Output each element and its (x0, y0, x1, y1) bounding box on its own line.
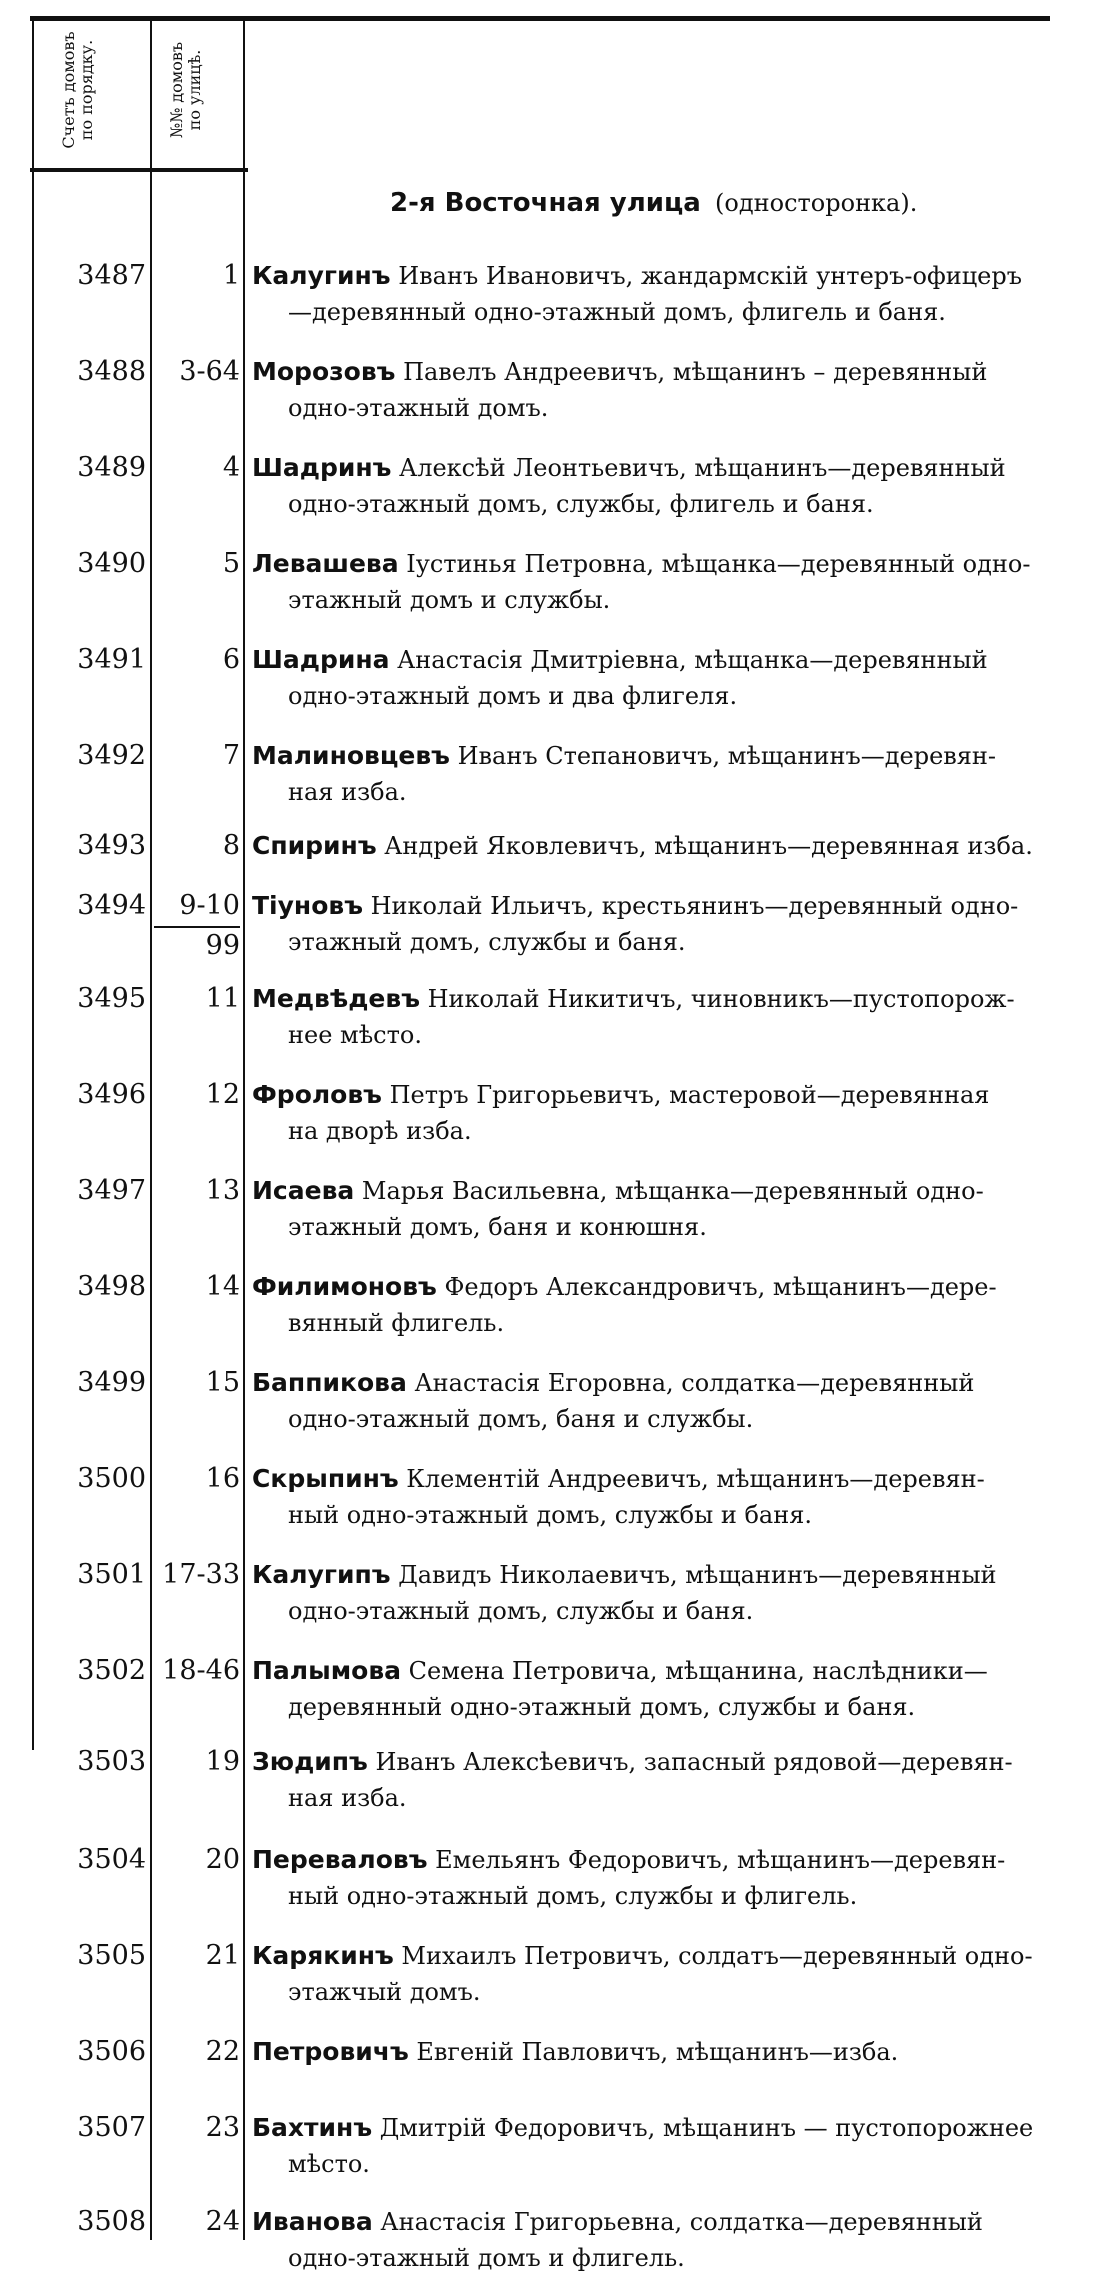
owner-surname: Фроловъ (252, 1080, 382, 1109)
list-item (0, 738, 1100, 818)
house-count: 3505 (77, 1940, 146, 1971)
list-item (0, 2204, 1100, 2284)
owner-surname: Карякинъ (252, 1941, 394, 1970)
owner-details-continued: на дворѣ изба. (288, 1117, 472, 1145)
house-number: 17-33 (162, 1559, 240, 1590)
owner-surname: Бахтинъ (252, 2113, 373, 2142)
header-rule (30, 168, 248, 172)
owner-details-continued: нее мѣсто. (288, 1021, 422, 1049)
owner-description (252, 1744, 1058, 1816)
house-number: 18-46 (162, 1655, 240, 1686)
house-number: 21 (205, 1940, 240, 1971)
owner-details: Андрей Яковлевичъ, мѣщанинъ—деревянная изба. (376, 832, 1033, 860)
owner-details: Николай Ильичъ, крестьянинъ—деревянный одно- (362, 892, 1019, 920)
owner-description (252, 1557, 1058, 1629)
owner-details-continued: вянный флигель. (288, 1309, 505, 1337)
house-number: 23 (205, 2112, 240, 2143)
owner-description (252, 981, 1058, 1053)
owner-details: Иванъ Ивановичъ, жандармскій унтеръ-офицеръ (390, 262, 1023, 290)
owner-details: Иванъ Алексѣевичъ, запасный рядовой—деревян- (367, 1748, 1013, 1776)
list-item (0, 2110, 1100, 2190)
owner-surname: Баппикова (252, 1368, 407, 1397)
owner-surname: Скрыпинъ (252, 1464, 399, 1493)
owner-surname: Филимоновъ (252, 1272, 437, 1301)
owner-description (252, 1173, 1058, 1245)
house-count: 3506 (77, 2036, 146, 2067)
owner-description (252, 1077, 1058, 1149)
house-number: 5 (222, 548, 240, 579)
owner-surname: Шадринъ (252, 453, 392, 482)
house-number: 8 (222, 830, 240, 861)
house-count: 3504 (77, 1844, 146, 1875)
house-number: 24 (205, 2206, 240, 2237)
list-item (0, 1653, 1100, 1733)
owner-surname: Тіуновъ (252, 891, 363, 920)
owner-description (252, 888, 1058, 960)
owner-surname: Переваловъ (252, 1845, 428, 1874)
column-header-line: Счетъ домовъ (59, 31, 78, 149)
owner-description (252, 1365, 1058, 1437)
owner-surname: Зюдипъ (252, 1747, 368, 1776)
owner-details-continued: этажный домъ, баня и конюшня. (288, 1213, 707, 1241)
house-count: 3493 (77, 830, 146, 861)
owner-details-continued: ная изба. (288, 778, 407, 806)
owner-details: Емельянъ Федоровичъ, мѣщанинъ—деревян- (427, 1846, 1006, 1874)
owner-details: Павелъ Андреевичъ, мѣщанинъ – деревянный (395, 358, 988, 386)
owner-details: Дмитрій Федоровичъ, мѣщанинъ — пустопорожнее (372, 2114, 1034, 2142)
owner-description (252, 546, 1058, 618)
owner-details: Петръ Григорьевичъ, мастеровой—деревянная (381, 1081, 990, 1109)
house-number: 19 (205, 1746, 240, 1777)
owner-details-continued: мѣсто. (288, 2150, 370, 2178)
house-number-numerator: 9-10 (154, 888, 240, 928)
owner-surname: Калугинъ (252, 261, 391, 290)
house-count: 3488 (77, 356, 146, 387)
list-item (0, 1842, 1100, 1922)
owner-surname: Медвѣдевъ (252, 984, 420, 1013)
street-name: 2-я Восточная улица (390, 188, 701, 218)
owner-description (252, 2110, 1058, 2182)
house-count: 3496 (77, 1079, 146, 1110)
list-item (0, 1269, 1100, 1349)
list-item (0, 1557, 1100, 1637)
house-number: 6 (222, 644, 240, 675)
owner-description (252, 1461, 1058, 1533)
house-number: 13 (205, 1175, 240, 1206)
owner-details-continued: одно-этажный домъ и два флигеля. (288, 682, 738, 710)
house-number: 7 (222, 740, 240, 771)
house-number-denominator: 99 (205, 930, 240, 961)
owner-description (252, 1938, 1058, 2010)
house-number: 12 (205, 1079, 240, 1110)
house-number: 15 (205, 1367, 240, 1398)
owner-details: Семена Петровича, мѣщанина, наслѣдники— (401, 1657, 988, 1685)
owner-details: Клементій Андреевичъ, мѣщанинъ—деревян- (398, 1465, 985, 1493)
list-item (0, 450, 1100, 530)
owner-details-continued: одно-этажный домъ, баня и службы. (288, 1405, 754, 1433)
owner-description (252, 828, 1058, 864)
owner-details: Анастасія Дмитріевна, мѣщанка—деревянный (389, 646, 988, 674)
column-header-line: по улицѣ. (185, 49, 204, 131)
house-number: 14 (205, 1271, 240, 1302)
owner-description (252, 1269, 1058, 1341)
list-item (0, 1938, 1100, 2018)
owner-details-continued: этажный домъ и службы. (288, 586, 611, 614)
list-item (0, 1744, 1100, 1824)
owner-details: Михаилъ Петровичъ, солдатъ—деревянный одно- (393, 1942, 1033, 1970)
column-header-street-number (168, 20, 208, 160)
house-count: 3490 (77, 548, 146, 579)
column-header-house-count (60, 20, 100, 160)
owner-details-continued: деревянный одно-этажный домъ, службы и баня. (288, 1693, 916, 1721)
owner-surname: Шадрина (252, 645, 390, 674)
owner-details-continued: одно-этажный домъ и флигель. (288, 2244, 685, 2272)
owner-details: Федоръ Александровичъ, мѣщанинъ—дере- (436, 1273, 997, 1301)
owner-details: Анастасія Егоровна, солдатка—деревянный (406, 1369, 975, 1397)
list-item (0, 888, 1100, 968)
owner-details-continued: ная изба. (288, 1784, 407, 1812)
owner-description (252, 1653, 1058, 1725)
street-note: (односторонка). (715, 189, 918, 217)
owner-surname: Морозовъ (252, 357, 396, 386)
owner-surname: Спиринъ (252, 831, 377, 860)
column-header-line: №№ домовъ (167, 41, 186, 139)
house-count: 3495 (77, 983, 146, 1014)
house-number: 22 (205, 2036, 240, 2067)
house-count: 3502 (77, 1655, 146, 1686)
house-count: 3492 (77, 740, 146, 771)
owner-description (252, 354, 1058, 426)
list-item (0, 546, 1100, 626)
house-number: 3-64 (179, 356, 240, 387)
owner-details: Алексѣй Леонтьевичъ, мѣщанинъ—деревянный (391, 454, 1006, 482)
house-count: 3491 (77, 644, 146, 675)
owner-surname: Палымова (252, 1656, 402, 1685)
list-item (0, 1461, 1100, 1541)
owner-surname: Левашева (252, 549, 399, 578)
list-item (0, 981, 1100, 1061)
list-item (0, 354, 1100, 434)
owner-surname: Петровичъ (252, 2037, 409, 2066)
house-number: 1 (222, 260, 240, 291)
house-count: 3494 (77, 890, 146, 921)
owner-details-continued: этажчый домъ. (288, 1978, 481, 2006)
owner-details: Давидъ Николаевичъ, мѣщанинъ—деревянный (390, 1561, 997, 1589)
house-count: 3487 (77, 260, 146, 291)
house-count: 3497 (77, 1175, 146, 1206)
owner-details: Иванъ Степановичъ, мѣщанинъ—деревян- (449, 742, 997, 770)
house-number (154, 888, 240, 964)
house-count: 3499 (77, 1367, 146, 1398)
owner-description (252, 738, 1058, 810)
owner-description (252, 450, 1058, 522)
house-count: 3503 (77, 1746, 146, 1777)
owner-description (252, 1842, 1058, 1914)
house-number: 16 (205, 1463, 240, 1494)
owner-details: Іустинья Петровна, мѣщанка—деревянный одно- (398, 550, 1031, 578)
owner-details-continued: одно-этажный домъ, службы, флигель и баня. (288, 490, 874, 518)
owner-surname: Калугипъ (252, 1560, 391, 1589)
house-count: 3501 (77, 1559, 146, 1590)
owner-details-continued: одно-этажный домъ. (288, 394, 549, 422)
owner-details: Марья Васильевна, мѣщанка—деревянный одно- (354, 1177, 984, 1205)
owner-surname: Исаева (252, 1176, 355, 1205)
list-item (0, 1173, 1100, 1253)
owner-details-continued: этажный домъ, службы и баня. (288, 928, 686, 956)
owner-details: Николай Никитичъ, чиновникъ—пустопорож- (420, 985, 1015, 1013)
house-count: 3498 (77, 1271, 146, 1302)
owner-surname: Иванова (252, 2207, 373, 2236)
owner-details-continued: ный одно-этажный домъ, службы и баня. (288, 1501, 812, 1529)
house-count: 3507 (77, 2112, 146, 2143)
owner-details-continued: ный одно-этажный домъ, службы и флигель. (288, 1882, 858, 1910)
list-item (0, 258, 1100, 338)
owner-details: Анастасія Григорьевна, солдатка—деревянный (372, 2208, 983, 2236)
column-header-line: по порядку. (77, 39, 96, 141)
owner-description (252, 2204, 1058, 2276)
owner-description (252, 642, 1058, 714)
owner-description (252, 2034, 1058, 2070)
owner-details-continued: —деревянный одно-этажный домъ, флигель и баня. (288, 298, 946, 326)
owner-details: Евгеній Павловичъ, мѣщанинъ—изба. (408, 2038, 899, 2066)
list-item (0, 2034, 1100, 2114)
owner-details-continued: одно-этажный домъ, службы и баня. (288, 1597, 754, 1625)
house-number: 20 (205, 1844, 240, 1875)
owner-description (252, 258, 1058, 330)
house-count: 3508 (77, 2206, 146, 2237)
list-item (0, 1077, 1100, 1157)
owner-surname: Малиновцевъ (252, 741, 450, 770)
list-item (0, 1365, 1100, 1445)
house-count: 3489 (77, 452, 146, 483)
list-item (0, 642, 1100, 722)
section-title (390, 188, 917, 218)
house-number: 11 (205, 983, 240, 1014)
house-number: 4 (222, 452, 240, 483)
house-count: 3500 (77, 1463, 146, 1494)
